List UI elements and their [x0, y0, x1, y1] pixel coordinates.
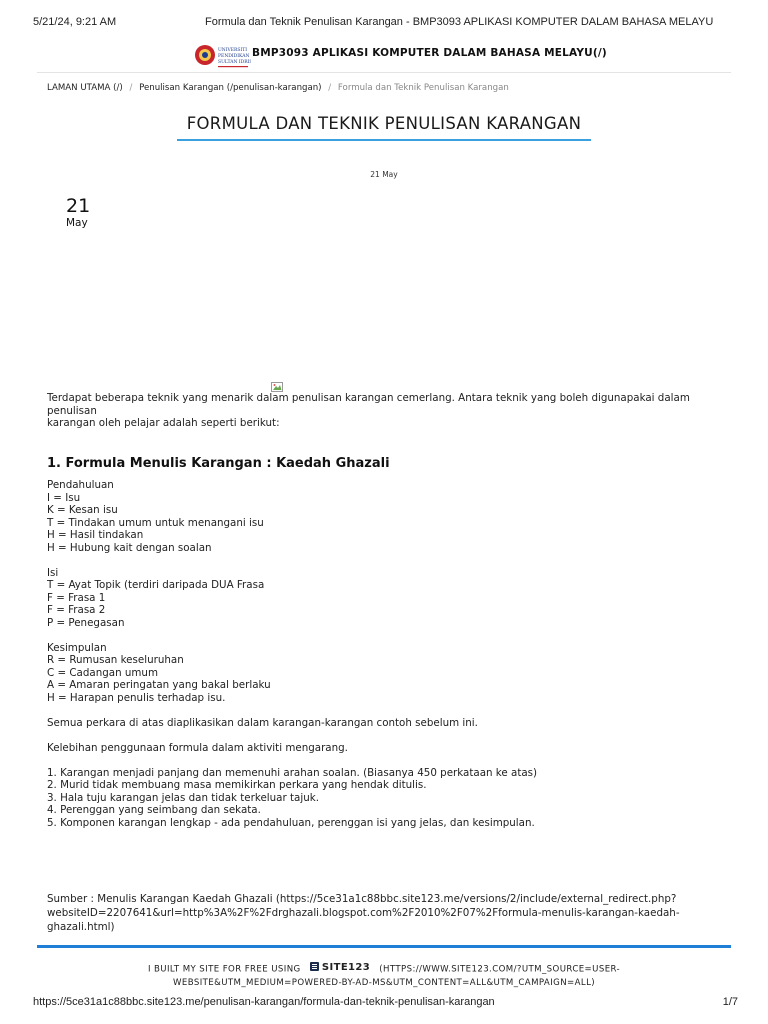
body-line: I = Isu	[47, 491, 81, 504]
blank-line	[47, 629, 727, 642]
svg-text:UNIVERSITI: UNIVERSITI	[218, 48, 248, 53]
site123-brand: SITE123	[321, 962, 371, 973]
breadcrumb	[47, 83, 509, 93]
body-line: H = Hasil tindakan	[47, 529, 144, 541]
body-line: Kesimpulan	[47, 641, 107, 654]
body-line: P = Penegasan	[47, 616, 125, 629]
breadcrumb-current: Formula dan Teknik Penulisan Karangan	[337, 83, 509, 93]
breadcrumb-separator: /	[129, 83, 133, 93]
body-line: Semua perkara di atas diaplikasikan dalam karangan-karangan contoh sebelum ini.	[47, 716, 478, 729]
print-datetime: 5/21/24, 9:21 AM	[33, 16, 117, 28]
section-heading: 1. Formula Menulis Karangan : Kaedah Ghazali	[47, 456, 390, 471]
blank-line	[47, 554, 727, 567]
university-logo[interactable]	[193, 42, 251, 70]
site-footer	[0, 961, 768, 990]
body-line: F = Frasa 2	[47, 604, 106, 616]
body-line: Pendahuluan	[47, 479, 114, 491]
body-line: 5. Komponen karangan lengkap - ada pendahuluan, perenggan isi yang jelas, dan kesimpulan.	[47, 816, 535, 829]
breadcrumb-section[interactable]: Penulisan Karangan (/penulisan-karangan)	[139, 83, 322, 93]
body-line: 3. Hala tuju karangan jelas dan tidak terkeluar tajuk.	[47, 791, 319, 804]
body-line: F = Frasa 1	[47, 591, 106, 604]
footer-link-line[interactable]: (HTTPS://WWW.SITE123.COM/?UTM_SOURCE=USER-	[379, 964, 621, 975]
blank-line	[47, 704, 727, 717]
body-line: C = Cadangan umum	[47, 666, 158, 679]
title-underline	[177, 139, 591, 141]
svg-text:PENDIDIKAN: PENDIDIKAN	[218, 54, 250, 59]
body-line: A = Amaran peringatan yang bakal berlaku	[47, 679, 271, 691]
body-line: T = Ayat Topik (terdiri daripada DUA Frasa	[47, 579, 265, 591]
footer-built-text: I BUILT MY SITE FOR FREE USING	[147, 964, 301, 975]
article-body	[47, 479, 727, 829]
article-intro	[47, 392, 727, 430]
print-footer	[33, 996, 738, 1008]
body-line: K = Kesan isu	[47, 504, 118, 516]
source-citation	[47, 892, 737, 934]
source-line: Sumber : Menulis Karangan Kaedah Ghazali (https://5ce31a1c88bbc.site123.me/versions/2/include/external_redirect.php?	[47, 893, 677, 905]
post-month: May	[66, 217, 88, 229]
source-link[interactable]: websiteID=2207641&url=http%3A%2F%2Fdrghazali.blogspot.com%2F2010%2F07%2Fformula-menulis-karangan-kaedah-ghazali.html)	[47, 907, 680, 933]
print-doc-title: Formula dan Teknik Penulisan Karangan - BMP3093 APLIKASI KOMPUTER DALAM BAHASA MELAYU	[205, 16, 714, 28]
svg-text:SULTAN IDRIS: SULTAN IDRIS	[218, 60, 251, 65]
post-date-small: 21 May	[370, 170, 398, 179]
post-day: 21	[66, 195, 91, 217]
body-line: 2. Murid tidak membuang masa memikirkan perkara yang hendak ditulis.	[47, 779, 427, 791]
site-title-link[interactable]: BMP3093 APLIKASI KOMPUTER DALAM BAHASA MELAYU(/)	[252, 47, 607, 59]
blank-line	[47, 754, 727, 767]
body-line: H = Hubung kait dengan soalan	[47, 541, 212, 554]
breadcrumb-separator: /	[328, 83, 332, 93]
body-line: 4. Perenggan yang seimbang dan sekata.	[47, 804, 261, 816]
intro-line: Terdapat beberapa teknik yang menarik dalam penulisan karangan cemerlang. Antara teknik yang boleh digunapakai dalam penulisan	[47, 392, 690, 417]
blank-line	[47, 729, 727, 742]
page-title: FORMULA DAN TEKNIK PENULISAN KARANGAN	[186, 114, 582, 133]
body-line: Isi	[47, 566, 59, 579]
print-url: https://5ce31a1c88bbc.site123.me/penulisan-karangan/formula-dan-teknik-penulisan-karangan	[33, 996, 495, 1008]
body-line: R = Rumusan keseluruhan	[47, 654, 184, 666]
breadcrumb-home[interactable]: LAMAN UTAMA (/)	[47, 83, 123, 93]
broken-image-icon	[271, 377, 283, 387]
body-line: 1. Karangan menjadi panjang dan memenuhi arahan soalan. (Biasanya 450 perkataan ke atas)	[47, 766, 538, 779]
footer-divider	[37, 945, 731, 948]
print-page-number: 1/7	[722, 996, 738, 1008]
body-line: H = Harapan penulis terhadap isu.	[47, 691, 226, 704]
body-line: Kelebihan penggunaan formula dalam aktiviti mengarang.	[47, 741, 348, 754]
site123-badge[interactable]	[310, 961, 370, 975]
body-line: T = Tindakan umum untuk menangani isu	[47, 516, 264, 529]
footer-link-line[interactable]: WEBSITE&UTM_MEDIUM=POWERED-BY-AD-MS&UTM_CONTENT=ALL&UTM_CAMPAIGN=ALL)	[172, 978, 596, 988]
intro-line: karangan oleh pelajar adalah seperti berikut:	[47, 417, 280, 429]
header-divider	[37, 72, 731, 73]
site123-logo-icon	[310, 962, 319, 971]
